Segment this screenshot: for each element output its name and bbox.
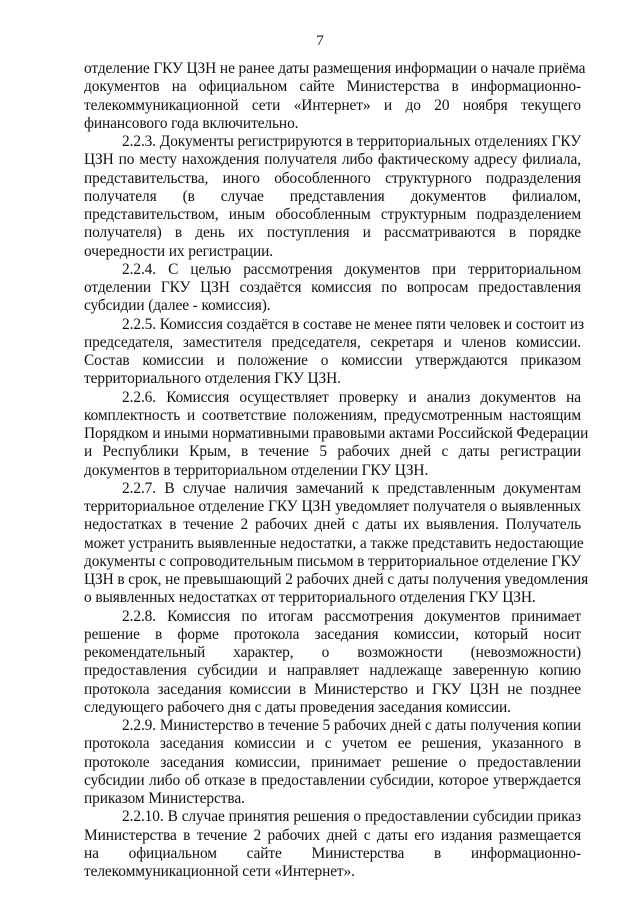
text-line: 2.2.4. С целью рассмотрения документов при территориальном [122,260,581,278]
paragraph [84,133,581,261]
text-line: представительства, иного обособленного структурного подразделения [84,169,581,187]
text-line: о выявленных недостатках от территориального отделения ГКУ ЦЗН. [84,589,536,607]
text-line: Порядком и иными нормативными правовыми актами Российской Федерации [84,425,589,442]
text-line: приказом Министерства. [84,790,245,807]
page-number: 7 [316,33,324,49]
paragraph [84,717,581,808]
text-line: территориального отделения ГКУ ЦЗН. [84,370,341,388]
text-line: 2.2.3. Документы регистрируются в территориальных отделениях ГКУ [122,133,581,150]
text-line: решение в форме протокола заседания комиссии, который носит [84,625,581,643]
text-line: получателя) в день их поступления и рассматриваются в порядке [84,224,581,242]
text-line: Министерства в течение 2 рабочих дней с даты его издания размещается [84,826,581,844]
text-line: недостатках в течение 2 рабочих дней с даты их выявления. Получатель [84,516,581,534]
text-line: получателя (в случае представления документов филиалом, [84,187,581,205]
text-line: комплектность и соответствие положениям, предусмотренным настоящим [84,406,581,424]
text-line: Состав комиссии и положение о комиссии утверждаются приказом [84,352,581,369]
text-line: очередности их регистрации. [84,242,273,260]
text-line: 2.2.5. Комиссия создаётся в составе не менее пяти человек и состоит из [122,315,584,333]
text-line: территориальное отделение ГКУ ЦЗН уведомляет получателя о выявленных [84,498,581,515]
text-line: субсидии (далее - комиссия). [84,297,271,315]
text-line: следующего рабочего дня с даты проведения заседания комиссии. [84,698,511,716]
text-line: документов на официальном сайте Министерства в информационно- [84,78,581,96]
text-line: ЦЗН в срок, не превышающий 2 рабочих дней с даты получения уведомления [84,571,589,588]
text-line: может устранить выявленные недостатки, а также представить недостающие [84,534,584,552]
paragraph [84,479,589,608]
text-line: 2.2.6. Комиссия осуществляет проверку и анализ документов на [122,388,581,406]
document-body [84,60,589,881]
text-line: протокола заседания комиссии и с учетом ее решения, указанного в [84,735,581,753]
text-line: 2.2.10. В случае принятия решения о предоставлении субсидии приказ [122,808,581,826]
text-line: отделении ГКУ ЦЗН создаётся комиссия по вопросам предоставления [84,279,581,296]
text-line: 2.2.9. Министерство в течение 5 рабочих дней с даты получения копии [122,717,581,734]
text-line: предоставления субсидии и направляет надлежаще заверенную копию [84,662,581,680]
paragraph [84,261,581,316]
paragraph [84,388,589,480]
paragraph [84,808,581,881]
text-line: ЦЗН по месту нахождения получателя либо фактическому адресу филиала, [84,151,581,169]
paragraph [84,60,586,133]
text-line: 2.2.7. В случае наличия замечаний к представленным документам [122,479,581,497]
text-line: представительством, иным обособленным структурным подразделением [84,206,581,223]
text-line: документов в территориальном отделении ГКУ ЦЗН. [84,461,429,479]
text-line: телекоммуникационной сети «Интернет». [84,863,355,880]
text-line: председателя, заместителя председателя, секретаря и членов комиссии. [84,333,581,351]
text-line: на официальном сайте Министерства в информационно- [84,844,581,862]
paragraph [84,315,584,389]
text-line: 2.2.8. Комиссия по итогам рассмотрения документов принимает [122,607,581,625]
text-line: протоколе заседания комиссии, принимает решение о предоставлении [84,753,581,771]
text-line: телекоммуникационной сети «Интернет» и до 20 ноября текущего [84,96,581,114]
text-line: документы с сопроводительным письмом в территориальное отделение ГКУ [84,552,581,570]
text-line: и Республики Крым, в течение 5 рабочих дней с даты регистрации [84,443,581,461]
text-line: субсидии либо об отказе в предоставлении субсидии, которое утверждается [84,771,581,789]
text-line: отделение ГКУ ЦЗН не ранее даты размещения информации о начале приёма [84,60,586,77]
text-line: протокола заседания комиссии в Министерство и ГКУ ЦЗН не позднее [84,680,581,698]
paragraph [84,608,581,718]
text-line: рекомендательный характер, о возможности (невозможности) [84,644,581,661]
text-line: финансового года включительно. [84,114,299,132]
